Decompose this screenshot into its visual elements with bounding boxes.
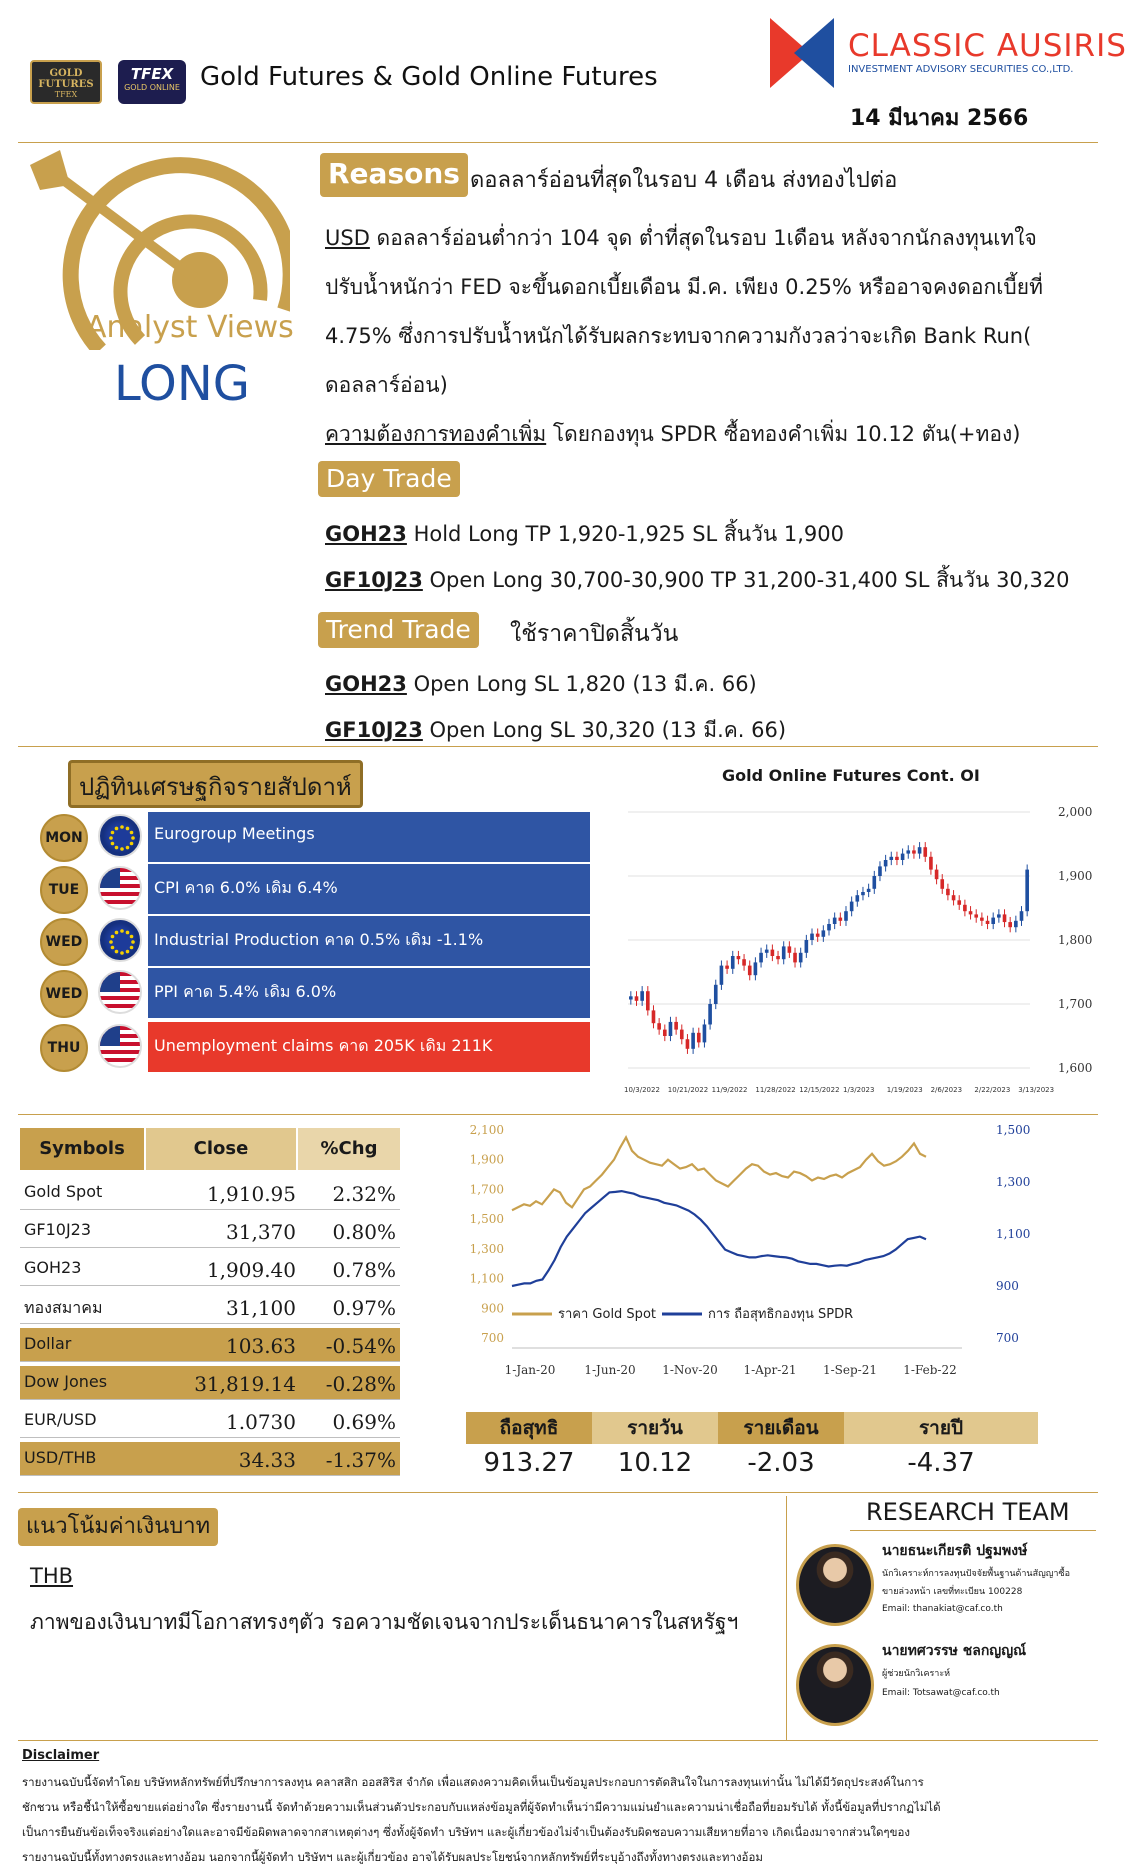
right-axis-tick: 700 — [996, 1331, 1019, 1345]
gold-spot-line — [512, 1137, 926, 1210]
candle-body — [680, 1030, 684, 1040]
spdr-header-daily: รายวัน — [592, 1412, 718, 1444]
calendar-event — [40, 864, 600, 916]
calendar-event-text: Industrial Production คาด 0.5% เดิม -1.1% — [148, 916, 590, 966]
disclaimer-line: ชักชวน หรือชี้นำให้ซื้อขายแต่อย่างใด ซึ่งรายงานนี้ จัดทำด้วยความเห็นส่วนตัวประกอบกับแหล่งข้อมูลที่ผู้จัดทำเห็นว่ามีความแม่นยำและความน่าเชื่อถือที่ยอมรับได้ ทั้งนี้ข้อมูลที่ปรากฏไม่ได้ — [22, 1800, 941, 1814]
x-tick-label: 12/15/2022 — [799, 1086, 840, 1094]
candle-body — [646, 991, 650, 1010]
trend-trade-symbol: GF10J23 — [325, 718, 423, 742]
day-badge: THU — [40, 1024, 88, 1072]
price-close: 31,819.14 — [194, 1372, 296, 1396]
disclaimer-line: รายงานฉบับนี้จัดทำโดย บริษัทหลักทรัพย์ที่ปรึกษาการลงทุน คลาสสิก ออสสิริส จำกัด เพื่อแสดงความคิดเห็นเป็นข้อมูลประกอบการตัดสินใจในการลงทุนเท่านั้น ไม่ได้มีวัตถุประสงค์ในการ — [22, 1775, 924, 1789]
left-axis-tick: 900 — [481, 1301, 504, 1316]
disclaimer-text — [22, 1770, 1112, 1870]
candle-body — [872, 876, 876, 889]
candle-body — [810, 934, 814, 940]
candle-body — [674, 1022, 678, 1030]
calendar-title: ปฏิทินเศรษฐกิจรายสัปดาห์ — [68, 760, 363, 808]
tfex-logo-sub: GOLD ONLINE — [124, 83, 180, 92]
spdr-value-daily: 10.12 — [617, 1448, 693, 1478]
usd-label: USD — [325, 226, 370, 250]
table-row — [20, 1176, 400, 1210]
reasons-line-4: ดอลลาร์อ่อน) — [325, 373, 448, 397]
y-tick-label: 1,700 — [1058, 997, 1093, 1011]
section-divider — [18, 1114, 1098, 1115]
gold-spdr-line-chart — [452, 1120, 1032, 1390]
candle-body — [635, 996, 639, 1000]
trend-trade-note: ใช้ราคาปิดสิ้นวัน — [510, 621, 679, 647]
y-tick-label: 1,900 — [1058, 869, 1093, 883]
candle-body — [782, 946, 786, 959]
candle-body — [1003, 914, 1007, 922]
company-logo-mark — [770, 18, 834, 88]
table-row — [20, 1252, 400, 1286]
candle-body — [997, 914, 1001, 917]
spdr-header-holding: ถือสุทธิ — [466, 1412, 592, 1444]
price-header-symbols: Symbols — [20, 1128, 144, 1170]
candle-body — [737, 956, 741, 959]
research-team-title: RESEARCH TEAM — [866, 1498, 1070, 1526]
price-symbol: USD/THB — [24, 1448, 97, 1467]
price-change: 2.32% — [332, 1182, 396, 1206]
candle-body — [889, 857, 893, 860]
tfex-logo — [118, 60, 186, 104]
team-title-underline — [850, 1530, 1096, 1531]
x-tick-label: 1-Nov-20 — [662, 1363, 718, 1377]
us-flag-icon — [98, 970, 142, 1014]
candle-body — [776, 956, 780, 959]
company-subtitle: INVESTMENT ADVISORY SECURITIES CO.,LTD. — [848, 64, 1074, 75]
reasons-line-1 — [325, 214, 1125, 263]
reasons-line-3: 4.75% ซึ่งการปรับน้ำหนักได้รับผลกระทบจากความกังวลว่าจะเกิด Bank Run( — [325, 324, 1032, 348]
candle-body — [827, 924, 831, 930]
analyst-views-label: Analyst Views — [86, 310, 294, 345]
price-symbol: ทองสมาคม — [24, 1298, 103, 1317]
price-symbol: Gold Spot — [24, 1182, 103, 1201]
candle-body — [1020, 911, 1024, 921]
price-symbol: EUR/USD — [24, 1410, 97, 1429]
candle-body — [652, 1010, 656, 1023]
candle-body — [793, 953, 797, 963]
candle-body — [867, 889, 871, 892]
candle-body — [923, 847, 927, 857]
candle-body — [980, 918, 984, 921]
candle-body — [759, 953, 763, 963]
price-symbol: Dollar — [24, 1334, 72, 1353]
trend-trade-tag: Trend Trade — [318, 612, 479, 648]
x-tick-label: 1-Apr-21 — [743, 1363, 797, 1377]
candle-body — [1014, 921, 1018, 927]
team-member-name: นายธนะเกียรติ ปฐมพงษ์ — [882, 1543, 1028, 1559]
trend-trade-item — [325, 714, 786, 747]
price-symbol: GOH23 — [24, 1258, 82, 1277]
left-axis-tick: 1,100 — [469, 1271, 504, 1286]
price-close: 1,909.40 — [206, 1258, 296, 1282]
baht-outlook-tag: แนวโน้มค่าเงินบาท — [18, 1508, 218, 1546]
team-member-role: นักวิเคราะห์การลงทุนปัจจัยพื้นฐานด้านสัญญาซื้อ — [882, 1569, 1070, 1579]
section-divider — [18, 746, 1098, 747]
trend-trade-text: Open Long SL 1,820 (13 มี.ค. 66) — [406, 672, 757, 696]
day-trade-symbol: GOH23 — [325, 522, 407, 546]
trend-trade-text: Open Long SL 30,320 (13 มี.ค. 66) — [422, 718, 787, 742]
day-trade-item — [325, 564, 1070, 597]
oi-candlestick-chart — [620, 800, 1100, 1100]
left-axis-tick: 2,100 — [469, 1123, 504, 1137]
candle-body — [725, 966, 729, 969]
calendar-event — [40, 968, 600, 1020]
calendar-event — [40, 812, 600, 864]
reasons-tag: Reasons — [320, 153, 468, 197]
candle-body — [765, 950, 769, 953]
price-header-close: Close — [146, 1128, 296, 1170]
team-member-email: Email: thanakiat@caf.co.th — [882, 1604, 1003, 1614]
price-close: 1.0730 — [226, 1410, 296, 1434]
right-axis-tick: 1,100 — [996, 1227, 1031, 1241]
candle-body — [748, 966, 752, 976]
table-row — [20, 1290, 400, 1324]
table-row — [20, 1214, 400, 1248]
report-date: 14 มีนาคม 2566 — [850, 106, 1029, 131]
candle-body — [861, 892, 865, 895]
day-badge: MON — [40, 814, 88, 862]
avatar — [796, 1544, 874, 1626]
reasons-line-2: ปรับน้ำหนักว่า FED จะขึ้นดอกเบี้ยเดือน มี.ค. เพียง 0.25% หรืออาจคงดอกเบี้ยที่ — [325, 275, 1043, 299]
candle-body — [839, 918, 843, 921]
day-trade-tag: Day Trade — [318, 461, 460, 497]
section-divider — [18, 1740, 1098, 1741]
table-row — [20, 1328, 400, 1362]
x-tick-label: 1-Feb-22 — [903, 1363, 957, 1377]
candle-body — [901, 854, 905, 860]
candle-body — [991, 918, 995, 924]
candle-body — [912, 850, 916, 853]
y-tick-label: 1,600 — [1058, 1061, 1093, 1075]
avatar — [796, 1644, 874, 1726]
x-tick-label: 11/9/2022 — [711, 1086, 748, 1094]
reasons-paragraph — [325, 214, 1125, 459]
candle-body — [1008, 922, 1012, 927]
price-change: -0.54% — [325, 1334, 396, 1358]
us-flag-icon — [98, 1024, 142, 1068]
price-change: -1.37% — [325, 1448, 396, 1472]
candle-body — [657, 1023, 661, 1029]
trend-trade-item — [325, 668, 757, 701]
price-change: 0.78% — [332, 1258, 396, 1282]
candle-body — [929, 857, 933, 870]
right-axis-tick: 1,500 — [996, 1123, 1031, 1137]
calendar-event — [40, 1022, 600, 1074]
x-tick-label: 10/3/2022 — [624, 1086, 660, 1094]
candle-body — [691, 1033, 695, 1049]
oi-chart-title: Gold Online Futures Cont. OI — [722, 766, 980, 785]
candle-body — [855, 895, 859, 901]
header-divider — [18, 142, 1098, 143]
candle-body — [714, 985, 718, 1004]
x-tick-label: 1/19/2023 — [886, 1086, 923, 1094]
price-change: 0.97% — [332, 1296, 396, 1320]
disclaimer-title: Disclaimer — [22, 1748, 100, 1763]
candle-body — [844, 911, 848, 921]
candle-body — [799, 953, 803, 963]
day-badge: TUE — [40, 866, 88, 914]
candle-body — [935, 870, 939, 880]
disclaimer-line: เป็นการยืนยันข้อเท็จจริงแต่อย่างใดและอาจมีข้อผิดพลาดจากสาเหตุต่างๆ ซึ่งทั้งผู้จัดทำ บริษัทฯ และผู้เกี่ยวข้องไม่จำเป็นต้องรับผิดชอบความเสียหายที่อาจ เกิดเนื่องมาจากส่วนใดๆของ — [22, 1825, 910, 1839]
price-symbol: Dow Jones — [24, 1372, 108, 1391]
candle-body — [918, 847, 922, 853]
y-tick-label: 1,800 — [1058, 933, 1093, 947]
candle-body — [771, 950, 775, 956]
candle-body — [629, 996, 633, 999]
candle-body — [720, 966, 724, 985]
day-trade-text: Open Long 30,700-30,900 TP 31,200-31,400 SL สิ้นวัน 30,320 — [422, 568, 1070, 592]
candle-body — [884, 860, 888, 866]
candle-body — [833, 918, 837, 924]
calendar-event-text: CPI คาด 6.0% เดิม 6.4% — [148, 864, 590, 914]
candle-body — [895, 857, 899, 860]
legend-label: การ ถือสุทธิกองทุน SPDR — [708, 1307, 854, 1322]
candle-body — [963, 905, 967, 911]
candle-body — [805, 940, 809, 953]
candle-body — [742, 959, 746, 965]
candle-body — [816, 934, 820, 937]
candle-body — [822, 930, 826, 936]
x-tick-label: 1/3/2023 — [843, 1086, 875, 1094]
trend-trade-symbol: GOH23 — [325, 672, 407, 696]
baht-outlook-text: ภาพของเงินบาทมีโอกาสทรงๆตัว รอความชัดเจนจากประเด็นธนาคารในสหรัฐฯ — [30, 1610, 739, 1634]
team-member-name: นายทศวรรษ ชลกญญณ์ — [882, 1643, 1027, 1659]
section-divider — [18, 1492, 1098, 1493]
candle-body — [850, 902, 854, 912]
table-row — [20, 1404, 400, 1438]
day-trade-text: Hold Long TP 1,920-1,925 SL สิ้นวัน 1,900 — [406, 522, 845, 546]
price-change: -0.28% — [325, 1372, 396, 1396]
price-close: 31,100 — [226, 1296, 296, 1320]
price-close: 103.63 — [226, 1334, 296, 1358]
gold-futures-logo-sub: TFEX — [54, 90, 78, 99]
candle-body — [640, 991, 644, 1001]
price-symbol: GF10J23 — [24, 1220, 92, 1239]
right-axis-tick: 900 — [996, 1279, 1019, 1293]
price-close: 31,370 — [226, 1220, 296, 1244]
day-badge: WED — [40, 970, 88, 1018]
candle-body — [957, 900, 961, 904]
candle-body — [703, 1024, 707, 1042]
legend-label: ราคา Gold Spot — [558, 1307, 656, 1322]
spdr-value-holding: 913.27 — [483, 1448, 575, 1478]
candle-body — [946, 889, 950, 895]
team-member-role: ผู้ช่วยนักวิเคราะห์ — [882, 1669, 951, 1679]
candle-body — [974, 914, 978, 917]
x-tick-label: 2/22/2023 — [974, 1086, 1011, 1094]
table-row — [20, 1366, 400, 1400]
calendar-event-text: Eurogroup Meetings — [148, 812, 590, 862]
candle-body — [952, 895, 956, 900]
team-member-role-2: ขายล่วงหน้า เลขที่ทะเบียน 100228 — [882, 1587, 1023, 1597]
candle-body — [878, 866, 882, 876]
disclaimer-line: รายงานฉบับนี้ทั้งทางตรงและทางอ้อม นอกจากนี้ผู้จัดทำ บริษัทฯ และผู้เกี่ยวข้อง อาจได้รับผลประโยชน์จากหลักทรัพย์ที่ระบุอ้างถึงทั้งทางตรงและทางอ้อม — [22, 1850, 763, 1864]
spdr-header-monthly: รายเดือน — [718, 1412, 844, 1444]
candle-body — [788, 946, 792, 952]
spdr-value-yearly: -4.37 — [907, 1448, 975, 1478]
day-trade-symbol: GF10J23 — [325, 568, 423, 592]
left-axis-tick: 700 — [481, 1331, 504, 1345]
company-name: CLASSIC AUSIRIS — [848, 28, 1127, 64]
price-change: 0.69% — [332, 1410, 396, 1434]
eu-flag-icon — [98, 918, 142, 962]
page-title: Gold Futures & Gold Online Futures — [200, 62, 658, 92]
candle-body — [669, 1022, 673, 1036]
thb-label: THB — [30, 1564, 74, 1588]
calendar-event-text: PPI คาด 5.4% เดิม 6.0% — [148, 968, 590, 1018]
x-tick-label: 1-Jun-20 — [584, 1363, 636, 1377]
gold-futures-logo-text: GOLD FUTURES — [38, 68, 94, 90]
left-axis-tick: 1,900 — [469, 1152, 504, 1167]
x-tick-label: 11/28/2022 — [755, 1086, 796, 1094]
price-close: 34.33 — [238, 1448, 296, 1472]
left-axis-tick: 1,300 — [469, 1241, 504, 1256]
candle-body — [986, 921, 990, 924]
table-row — [20, 1442, 400, 1476]
tfex-logo-text: TFEX — [130, 65, 174, 83]
us-flag-icon — [98, 866, 142, 910]
x-tick-label: 1-Sep-21 — [822, 1363, 878, 1377]
candle-body — [663, 1030, 667, 1036]
reasons-line-5 — [325, 410, 1125, 459]
calendar-event — [40, 916, 600, 968]
price-close: 1,910.95 — [206, 1182, 296, 1206]
eu-flag-icon — [98, 814, 142, 858]
candle-body — [731, 956, 735, 969]
x-tick-label: 3/13/2023 — [1018, 1086, 1055, 1094]
left-axis-tick: 1,500 — [469, 1212, 504, 1227]
day-trade-item — [325, 518, 844, 551]
gold-futures-logo — [30, 60, 102, 104]
reasons-line-5-text: โดยกองทุน SPDR ซื้อทองคำเพิ่ม 10.12 ตัน(+ทอง) — [546, 422, 1021, 446]
left-axis-tick: 1,700 — [469, 1182, 504, 1197]
spdr-header-yearly: รายปี — [844, 1412, 1038, 1444]
calendar-event-text: Unemployment claims คาด 205K เดิม 211K — [148, 1022, 590, 1072]
price-change: 0.80% — [332, 1220, 396, 1244]
day-badge: WED — [40, 918, 88, 966]
gold-demand-label: ความต้องการทองคำเพิ่ม — [325, 422, 547, 446]
y-tick-label: 2,000 — [1058, 805, 1093, 819]
candle-body — [754, 962, 758, 975]
candle-body — [686, 1039, 690, 1049]
x-tick-label: 2/6/2023 — [930, 1086, 963, 1094]
team-member-email: Email: Totsawat@caf.co.th — [882, 1688, 1000, 1698]
right-axis-tick: 1,300 — [996, 1175, 1031, 1189]
analyst-position: LONG — [114, 356, 250, 412]
spdr-value-monthly: -2.03 — [747, 1448, 815, 1478]
x-tick-label: 1-Jan-20 — [504, 1363, 556, 1377]
price-table-header — [20, 1128, 400, 1170]
x-tick-label: 10/21/2022 — [667, 1086, 709, 1094]
candle-body — [940, 879, 944, 889]
price-header-chg: %Chg — [298, 1128, 400, 1170]
candle-body — [708, 1004, 712, 1024]
candle-body — [697, 1033, 701, 1043]
candle-body — [969, 911, 973, 914]
spdr-table — [466, 1412, 1038, 1494]
candle-body — [906, 850, 910, 853]
reasons-line-1-text: ดอลลาร์อ่อนต่ำกว่า 104 จุด ต่ำที่สุดในรอบ 1เดือน หลังจากนักลงทุนเทใจ — [369, 226, 1037, 250]
candle-body — [1025, 870, 1029, 912]
vertical-divider — [786, 1496, 787, 1740]
reasons-headline: ดอลลาร์อ่อนที่สุดในรอบ 4 เดือน ส่งทองไปต่อ — [470, 168, 898, 193]
